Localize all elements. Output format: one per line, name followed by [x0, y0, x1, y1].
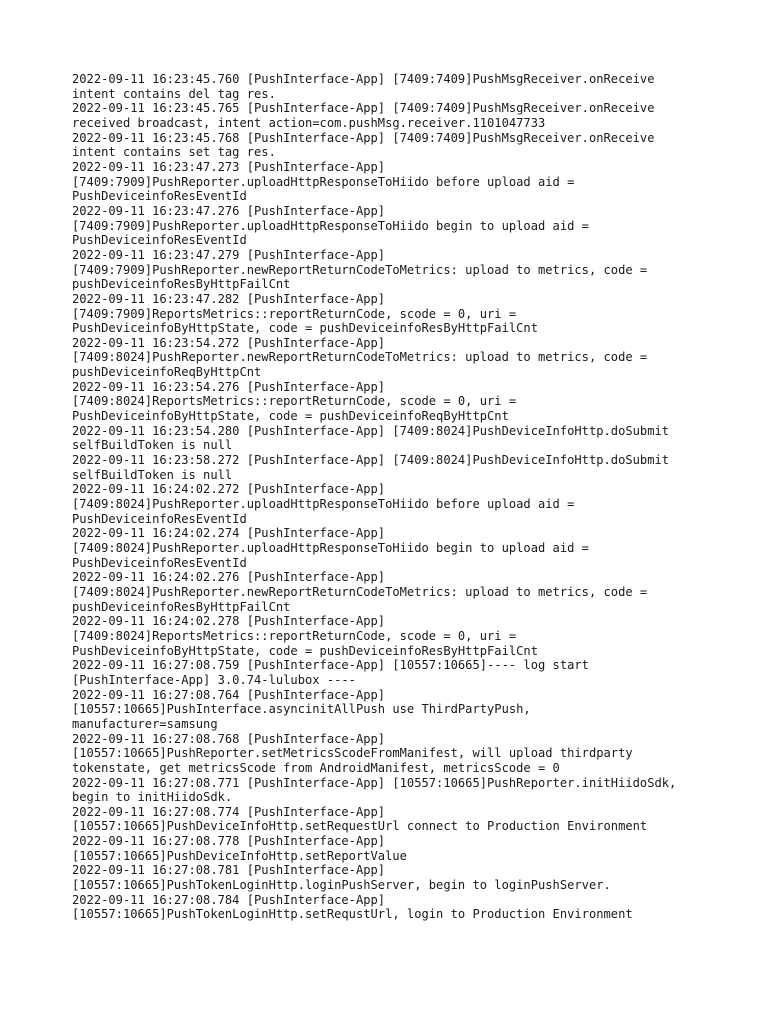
log-line: [7409:8024]PushReporter.newReportReturnCodeToMetrics: upload to metrics, code = — [72, 350, 648, 365]
log-line: [7409:8024]PushReporter.uploadHttpResponseToHiido before upload aid = — [72, 497, 575, 512]
log-line: received broadcast, intent action=com.pushMsg.receiver.1101047733 — [72, 115, 546, 130]
log-line: pushDeviceinfoReqByHttpCnt — [72, 365, 262, 380]
log-line: [PushInterface-App] 3.0.74-lulubox ---- — [72, 672, 356, 687]
log-line: 2022-09-11 16:23:45.765 [PushInterface-App] [7409:7409]PushMsgReceiver.onReceive — [72, 101, 655, 116]
log-line: PushDeviceinfoResEventId — [72, 233, 247, 248]
log-line: tokenstate, get metricsScode from AndroidManifest, metricsScode = 0 — [72, 760, 560, 775]
log-line: 2022-09-11 16:23:47.282 [PushInterface-App] — [72, 291, 386, 306]
log-line: [10557:10665]PushInterface.asyncinitAllPush use ThirdPartyPush, — [72, 702, 531, 717]
log-line: [7409:8024]PushReporter.newReportReturnCodeToMetrics: upload to metrics, code = — [72, 584, 648, 599]
log-line: intent contains del tag res. — [72, 86, 276, 101]
log-line: 2022-09-11 16:23:54.276 [PushInterface-App] — [72, 379, 386, 394]
log-line: PushDeviceinfoByHttpState, code = pushDeviceinfoReqByHttpCnt — [72, 409, 509, 424]
log-line: [7409:7909]PushReporter.uploadHttpResponseToHiido before upload aid = — [72, 174, 575, 189]
log-line: 2022-09-11 16:27:08.771 [PushInterface-App] [10557:10665]PushReporter.initHiidoSdk, — [72, 775, 677, 790]
log-line: [7409:8024]ReportsMetrics::reportReturnCode, scode = 0, uri = — [72, 394, 517, 409]
log-line: PushDeviceinfoResEventId — [72, 555, 247, 570]
log-line: [7409:7909]PushReporter.uploadHttpResponseToHiido begin to upload aid = — [72, 218, 589, 233]
log-line: 2022-09-11 16:27:08.759 [PushInterface-App] [10557:10665]---- log start — [72, 658, 589, 673]
log-line: PushDeviceinfoByHttpState, code = pushDeviceinfoResByHttpFailCnt — [72, 321, 538, 336]
log-line: pushDeviceinfoResByHttpFailCnt — [72, 599, 291, 614]
log-line: 2022-09-11 16:24:02.276 [PushInterface-App] — [72, 570, 386, 585]
log-line: selfBuildToken is null — [72, 467, 233, 482]
log-line: 2022-09-11 16:27:08.784 [PushInterface-App] — [72, 892, 386, 907]
log-page — [72, 72, 732, 922]
log-line: [10557:10665]PushTokenLoginHttp.setRequstUrl, login to Production Environment — [72, 907, 633, 922]
log-line: 2022-09-11 16:23:58.272 [PushInterface-App] [7409:8024]PushDeviceInfoHttp.doSubmit — [72, 453, 670, 468]
log-line: 2022-09-11 16:23:54.272 [PushInterface-App] — [72, 335, 386, 350]
log-line: [10557:10665]PushDeviceInfoHttp.setReportValue — [72, 848, 407, 863]
log-line: 2022-09-11 16:27:08.778 [PushInterface-App] — [72, 834, 386, 849]
log-line: begin to initHiidoSdk. — [72, 790, 233, 805]
log-line: pushDeviceinfoResByHttpFailCnt — [72, 277, 291, 292]
log-line: [10557:10665]PushDeviceInfoHttp.setRequestUrl connect to Production Environment — [72, 819, 648, 834]
log-line: [7409:7909]PushReporter.newReportReturnCodeToMetrics: upload to metrics, code = — [72, 262, 648, 277]
log-line: PushDeviceinfoResEventId — [72, 189, 247, 204]
log-line: [7409:8024]ReportsMetrics::reportReturnCode, scode = 0, uri = — [72, 628, 517, 643]
log-line: [7409:7909]ReportsMetrics::reportReturnCode, scode = 0, uri = — [72, 306, 517, 321]
log-line: 2022-09-11 16:23:54.280 [PushInterface-App] [7409:8024]PushDeviceInfoHttp.doSubmit — [72, 423, 670, 438]
log-line: PushDeviceinfoByHttpState, code = pushDeviceinfoResByHttpFailCnt — [72, 643, 538, 658]
log-line: 2022-09-11 16:23:47.276 [PushInterface-App] — [72, 203, 386, 218]
log-line: 2022-09-11 16:27:08.768 [PushInterface-App] — [72, 731, 386, 746]
log-line: [10557:10665]PushReporter.setMetricsScodeFromManifest, will upload thirdparty — [72, 746, 633, 761]
log-line: 2022-09-11 16:27:08.764 [PushInterface-App] — [72, 687, 386, 702]
log-line: 2022-09-11 16:23:45.768 [PushInterface-App] [7409:7409]PushMsgReceiver.onReceive — [72, 130, 655, 145]
log-line: intent contains set tag res. — [72, 145, 276, 160]
log-line: 2022-09-11 16:24:02.272 [PushInterface-App] — [72, 482, 386, 497]
log-line: manufacturer=samsung — [72, 716, 218, 731]
log-line: PushDeviceinfoResEventId — [72, 511, 247, 526]
log-line: 2022-09-11 16:23:45.760 [PushInterface-App] [7409:7409]PushMsgReceiver.onReceive — [72, 72, 655, 86]
log-line: selfBuildToken is null — [72, 438, 233, 453]
log-line: [10557:10665]PushTokenLoginHttp.loginPushServer, begin to loginPushServer. — [72, 878, 611, 893]
log-line: 2022-09-11 16:23:47.273 [PushInterface-App] — [72, 159, 386, 174]
log-line: 2022-09-11 16:24:02.278 [PushInterface-App] — [72, 614, 386, 629]
log-line: 2022-09-11 16:23:47.279 [PushInterface-App] — [72, 247, 386, 262]
log-line: 2022-09-11 16:27:08.774 [PushInterface-App] — [72, 804, 386, 819]
log-line: [7409:8024]PushReporter.uploadHttpResponseToHiido begin to upload aid = — [72, 541, 589, 555]
log-line: 2022-09-11 16:27:08.781 [PushInterface-App] — [72, 863, 386, 878]
log-line: 2022-09-11 16:24:02.274 [PushInterface-App] — [72, 526, 386, 541]
